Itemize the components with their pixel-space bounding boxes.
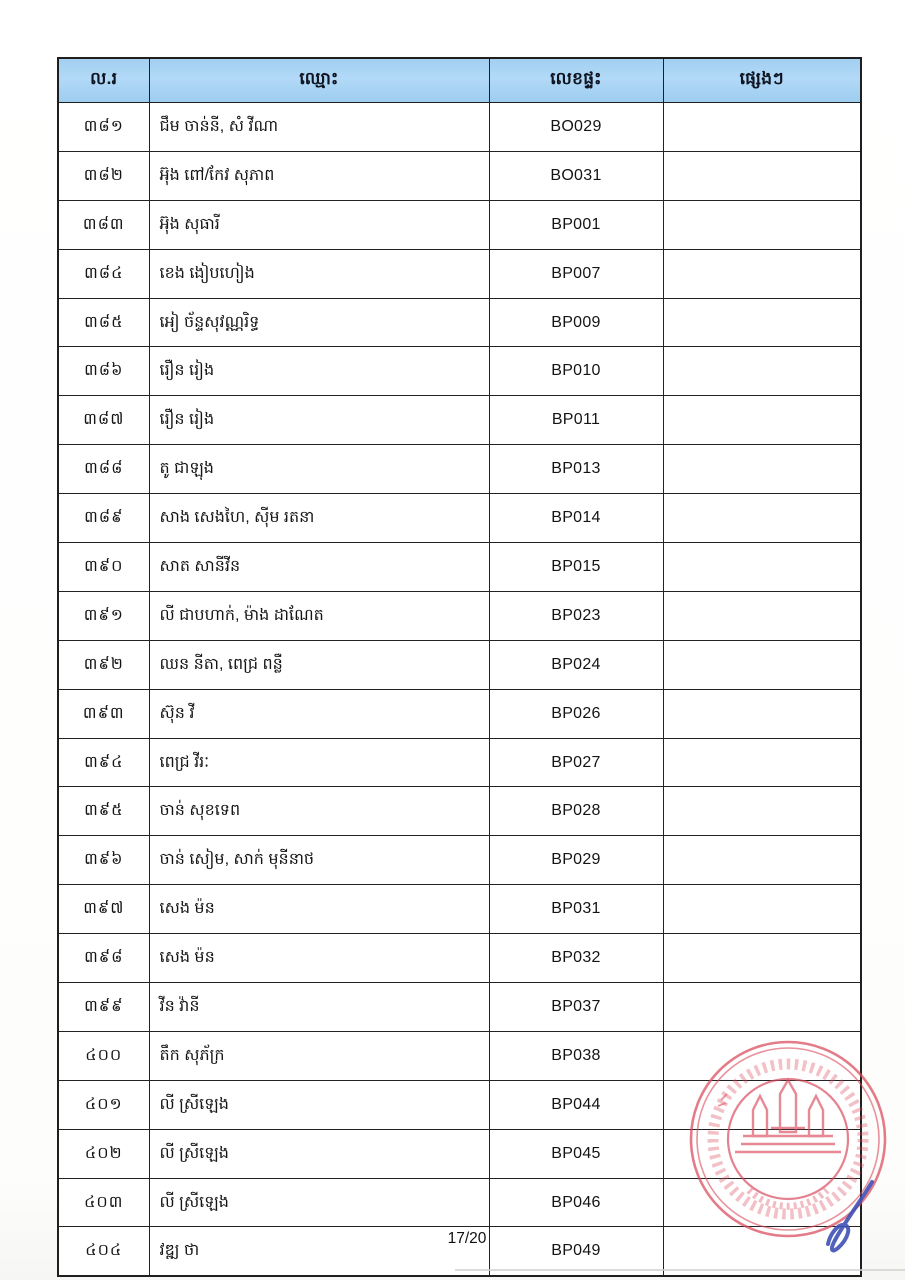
row-house-number-cell: BP046 bbox=[489, 1178, 663, 1227]
table-row bbox=[58, 689, 861, 738]
row-name-cell: តូ ជាឡុង bbox=[149, 445, 489, 494]
table-row bbox=[58, 1080, 861, 1129]
row-number-cell: ៣៨៩ bbox=[58, 494, 149, 543]
table-row bbox=[58, 249, 861, 298]
table-row bbox=[58, 445, 861, 494]
row-house-number-cell: BP049 bbox=[489, 1227, 663, 1276]
row-other-cell bbox=[663, 885, 861, 934]
row-other-cell bbox=[663, 836, 861, 885]
column-header-house-no: លេខផ្ទះ bbox=[489, 58, 663, 103]
row-other-cell bbox=[663, 640, 861, 689]
row-other-cell bbox=[663, 1080, 861, 1129]
row-house-number-cell: BP031 bbox=[489, 885, 663, 934]
row-other-cell bbox=[663, 1129, 861, 1178]
row-house-number-cell: BP045 bbox=[489, 1129, 663, 1178]
row-name-cell: ជឹម ចាន់នី, សំ វីណា bbox=[149, 103, 489, 152]
row-house-number-cell: BP011 bbox=[489, 396, 663, 445]
table-row bbox=[58, 200, 861, 249]
page-number: 17/20 bbox=[447, 1230, 487, 1247]
table-row bbox=[58, 494, 861, 543]
table-row bbox=[58, 543, 861, 592]
row-name-cell: ខេង ងៀបហៀង bbox=[149, 249, 489, 298]
row-house-number-cell: BP029 bbox=[489, 836, 663, 885]
table-row bbox=[58, 934, 861, 983]
row-name-cell: លី ជាបហាក់, ម៉ាង ដាណែត bbox=[149, 591, 489, 640]
table-row bbox=[58, 591, 861, 640]
column-header-name: ឈ្មោះ bbox=[149, 58, 489, 103]
row-name-cell: លី ស្រីឡេង bbox=[149, 1080, 489, 1129]
row-other-cell bbox=[663, 396, 861, 445]
row-number-cell: ៣៨៨ bbox=[58, 445, 149, 494]
row-other-cell bbox=[663, 689, 861, 738]
row-other-cell bbox=[663, 1031, 861, 1080]
table-row bbox=[58, 103, 861, 152]
table-row bbox=[58, 396, 861, 445]
row-house-number-cell: BP014 bbox=[489, 494, 663, 543]
row-other-cell bbox=[663, 1178, 861, 1227]
row-number-cell: ៣៨២ bbox=[58, 151, 149, 200]
table-row bbox=[58, 738, 861, 787]
row-number-cell: ៣៨៧ bbox=[58, 396, 149, 445]
row-house-number-cell: BP013 bbox=[489, 445, 663, 494]
row-name-cell: លី ស្រីឡេង bbox=[149, 1129, 489, 1178]
row-number-cell: ៣៩៩ bbox=[58, 983, 149, 1032]
table-header-row bbox=[58, 58, 861, 103]
table-row bbox=[58, 640, 861, 689]
row-number-cell: ៣៩៨ bbox=[58, 934, 149, 983]
row-name-cell: ពេជ្រ វីរៈ bbox=[149, 738, 489, 787]
row-name-cell: រឿន រៀង bbox=[149, 347, 489, 396]
row-number-cell: ៣៩៧ bbox=[58, 885, 149, 934]
row-house-number-cell: BP001 bbox=[489, 200, 663, 249]
row-house-number-cell: BP023 bbox=[489, 591, 663, 640]
row-name-cell: តឹក សុភ័ក្រ bbox=[149, 1031, 489, 1080]
row-name-cell: វីន វ៉ានី bbox=[149, 983, 489, 1032]
row-other-cell bbox=[663, 347, 861, 396]
row-name-cell: អ៊ុង ពៅ/កែវ សុភាព bbox=[149, 151, 489, 200]
table-row bbox=[58, 1031, 861, 1080]
row-number-cell: ៣៨៦ bbox=[58, 347, 149, 396]
row-number-cell: ៣៩៥ bbox=[58, 787, 149, 836]
row-name-cell: សាត សានីវីន bbox=[149, 543, 489, 592]
row-other-cell bbox=[663, 200, 861, 249]
table-row bbox=[58, 1129, 861, 1178]
row-name-cell: ស៊ុន វី bbox=[149, 689, 489, 738]
row-number-cell: ៣៨៤ bbox=[58, 249, 149, 298]
row-name-cell: វឌ្ឍ ថា bbox=[149, 1227, 489, 1276]
table-row bbox=[58, 347, 861, 396]
row-house-number-cell: BP027 bbox=[489, 738, 663, 787]
table-row bbox=[58, 885, 861, 934]
row-name-cell: លី ស្រីឡេង bbox=[149, 1178, 489, 1227]
row-number-cell: ៣៨១ bbox=[58, 103, 149, 152]
row-house-number-cell: BP015 bbox=[489, 543, 663, 592]
row-number-cell: ៣៨៣ bbox=[58, 200, 149, 249]
row-number-cell: ៤០២ bbox=[58, 1129, 149, 1178]
resident-roster-table bbox=[57, 57, 862, 1277]
row-house-number-cell: BP007 bbox=[489, 249, 663, 298]
column-header-no: ល.រ bbox=[58, 58, 149, 103]
scan-edge-shadow bbox=[455, 1269, 905, 1271]
row-house-number-cell: BP032 bbox=[489, 934, 663, 983]
row-other-cell bbox=[663, 249, 861, 298]
row-name-cell: អ៊ុង សុធារី bbox=[149, 200, 489, 249]
row-other-cell bbox=[663, 298, 861, 347]
row-number-cell: ៣៩៦ bbox=[58, 836, 149, 885]
row-name-cell: ឈន នីតា, ពេជ្រ ពន្លឺ bbox=[149, 640, 489, 689]
row-other-cell bbox=[663, 983, 861, 1032]
row-name-cell: ចាន់ សុខទេព bbox=[149, 787, 489, 836]
row-house-number-cell: BP037 bbox=[489, 983, 663, 1032]
row-other-cell bbox=[663, 445, 861, 494]
row-number-cell: ៣៩៣ bbox=[58, 689, 149, 738]
row-number-cell: ៣៨៥ bbox=[58, 298, 149, 347]
row-other-cell bbox=[663, 494, 861, 543]
row-house-number-cell: BP009 bbox=[489, 298, 663, 347]
row-number-cell: ៤០០ bbox=[58, 1031, 149, 1080]
row-house-number-cell: BO029 bbox=[489, 103, 663, 152]
row-number-cell: ៣៩៤ bbox=[58, 738, 149, 787]
table-row bbox=[58, 836, 861, 885]
table-row bbox=[58, 983, 861, 1032]
table-row bbox=[58, 151, 861, 200]
row-name-cell: សេង ម៉ន bbox=[149, 885, 489, 934]
row-house-number-cell: BP028 bbox=[489, 787, 663, 836]
row-other-cell bbox=[663, 934, 861, 983]
table-body bbox=[58, 103, 861, 1277]
row-other-cell bbox=[663, 103, 861, 152]
table-row bbox=[58, 298, 861, 347]
row-number-cell: ៣៩២ bbox=[58, 640, 149, 689]
row-other-cell bbox=[663, 151, 861, 200]
row-number-cell: ៣៩១ bbox=[58, 591, 149, 640]
row-name-cell: សេង ម៉ន bbox=[149, 934, 489, 983]
row-house-number-cell: BP010 bbox=[489, 347, 663, 396]
row-name-cell: សាង សេងហៃ, ស៊ីម រតនា bbox=[149, 494, 489, 543]
row-house-number-cell: BP044 bbox=[489, 1080, 663, 1129]
row-other-cell bbox=[663, 543, 861, 592]
row-house-number-cell: BP024 bbox=[489, 640, 663, 689]
table-row bbox=[58, 1178, 861, 1227]
row-house-number-cell: BP038 bbox=[489, 1031, 663, 1080]
row-other-cell bbox=[663, 738, 861, 787]
row-number-cell: ៤០១ bbox=[58, 1080, 149, 1129]
row-name-cell: រឿន រៀង bbox=[149, 396, 489, 445]
row-name-cell: ចាន់ សៀម, សាក់ មុនីនាថ bbox=[149, 836, 489, 885]
row-name-cell: អៀ ច័ន្ទសុវណ្ណរិទ្ធ bbox=[149, 298, 489, 347]
table-row bbox=[58, 787, 861, 836]
row-other-cell bbox=[663, 591, 861, 640]
row-number-cell: ៤០៣ bbox=[58, 1178, 149, 1227]
row-other-cell bbox=[663, 787, 861, 836]
row-number-cell: ៤០៤ bbox=[58, 1227, 149, 1276]
row-house-number-cell: BP026 bbox=[489, 689, 663, 738]
row-number-cell: ៣៩០ bbox=[58, 543, 149, 592]
row-house-number-cell: BO031 bbox=[489, 151, 663, 200]
column-header-other: ផ្សេងៗ bbox=[663, 58, 861, 103]
